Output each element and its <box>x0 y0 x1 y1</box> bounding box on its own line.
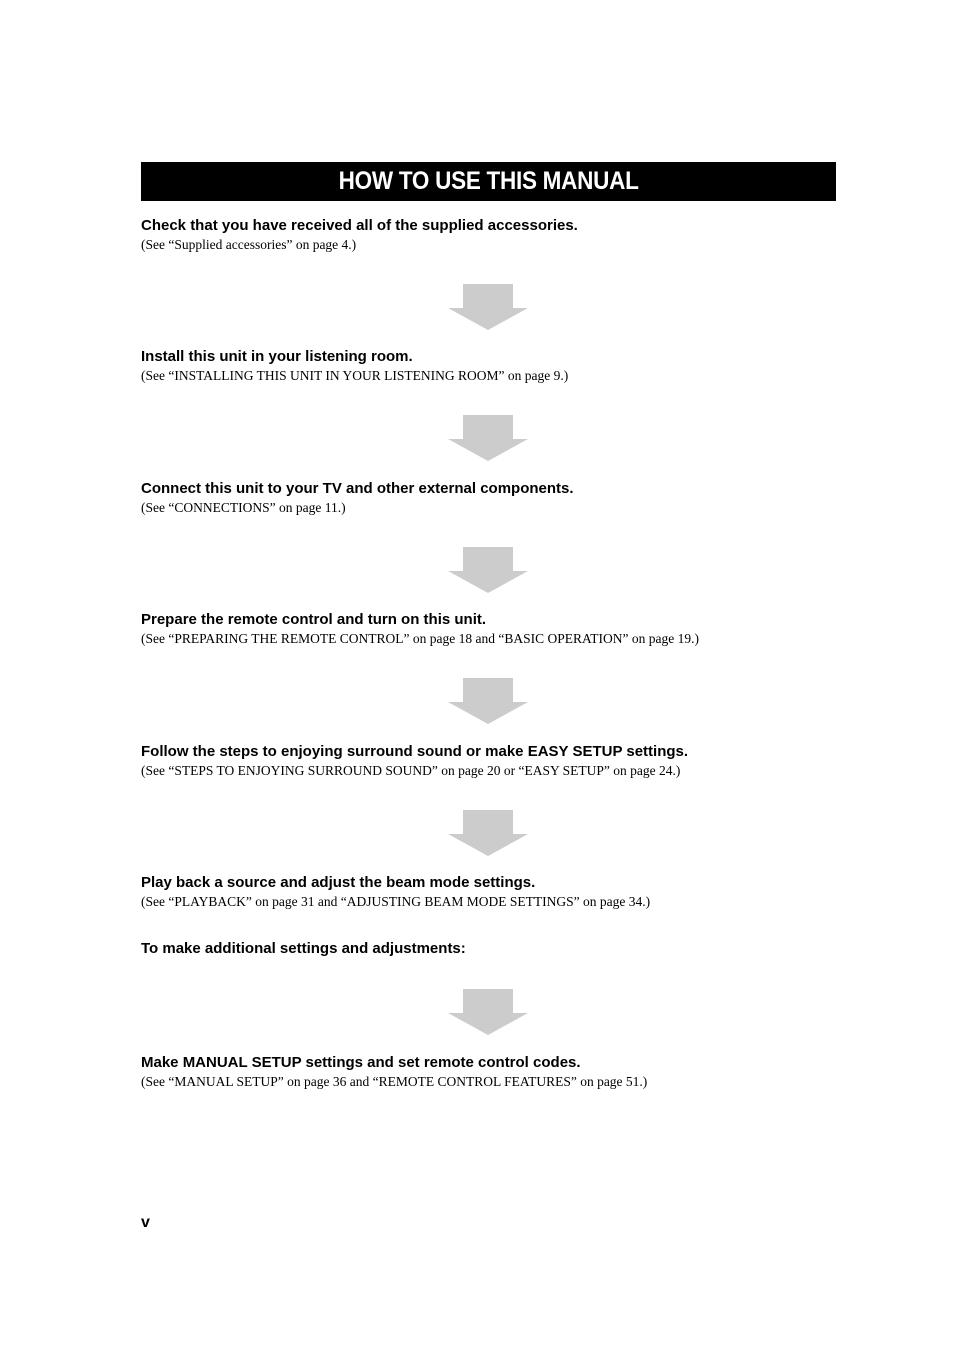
step-heading: Prepare the remote control and turn on this unit. <box>141 611 487 628</box>
down-arrow-icon <box>448 547 528 593</box>
step-3 <box>141 480 574 517</box>
title-bar <box>141 162 836 201</box>
step-2 <box>141 348 568 385</box>
down-arrow-icon <box>448 415 528 461</box>
step-reference: (See “CONNECTIONS” on page 11.) <box>141 500 346 515</box>
step-heading: Connect this unit to your TV and other external components. <box>141 480 574 497</box>
down-arrow-icon <box>448 284 528 330</box>
step-reference: (See “Supplied accessories” on page 4.) <box>141 237 357 252</box>
step-heading: Play back a source and adjust the beam mode settings. <box>141 874 536 891</box>
step-4 <box>141 611 699 648</box>
step-1 <box>141 217 578 254</box>
step-heading: Make MANUAL SETUP settings and set remote control codes. <box>141 1054 581 1071</box>
step-reference: (See “PLAYBACK” on page 31 and “ADJUSTING BEAM MODE SETTINGS” on page 34.) <box>141 894 651 909</box>
down-arrow-icon <box>448 989 528 1035</box>
page-title: HOW TO USE THIS MANUAL <box>338 167 639 195</box>
additional-settings-section <box>141 940 466 958</box>
page-number: v <box>141 1214 150 1231</box>
step-heading: Follow the steps to enjoying surround sound or make EASY SETUP settings. <box>141 743 689 760</box>
step-6 <box>141 874 650 911</box>
additional-heading: To make additional settings and adjustments: <box>141 940 466 957</box>
down-arrow-icon <box>448 678 528 724</box>
step-heading: Install this unit in your listening room. <box>141 348 413 365</box>
step-5 <box>141 743 688 780</box>
step-reference: (See “INSTALLING THIS UNIT IN YOUR LISTENING ROOM” on page 9.) <box>141 368 569 383</box>
step-final <box>141 1054 647 1091</box>
step-reference: (See “STEPS TO ENJOYING SURROUND SOUND” on page 20 or “EASY SETUP” on page 24.) <box>141 763 681 778</box>
step-reference: (See “MANUAL SETUP” on page 36 and “REMOTE CONTROL FEATURES” on page 51.) <box>141 1074 648 1089</box>
step-reference: (See “PREPARING THE REMOTE CONTROL” on page 18 and “BASIC OPERATION” on page 19.) <box>141 631 699 646</box>
step-heading: Check that you have received all of the supplied accessories. <box>141 217 578 234</box>
down-arrow-icon <box>448 810 528 856</box>
